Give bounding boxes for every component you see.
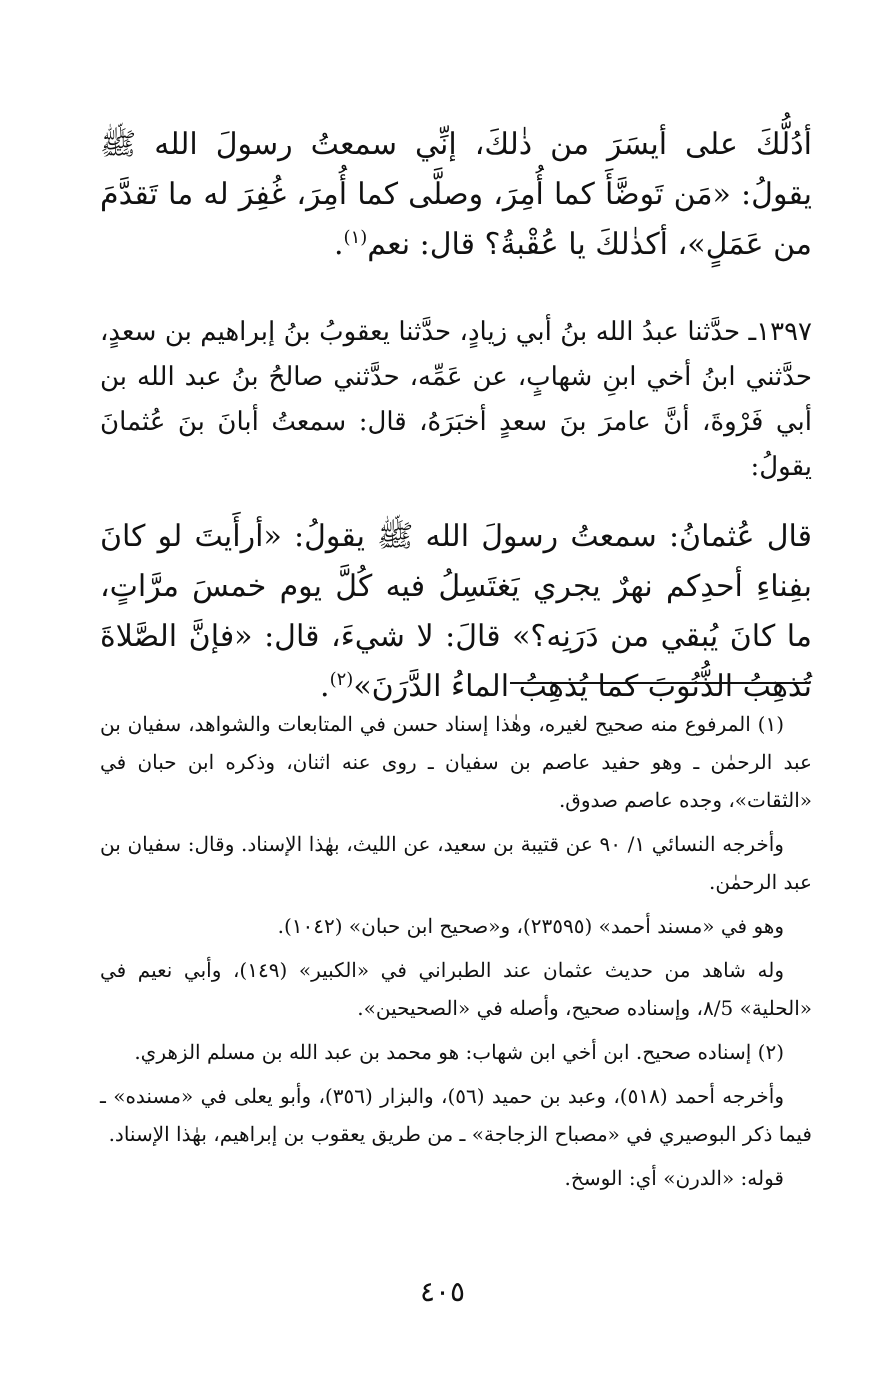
footnote-1-line-4: وله شاهد من حديث عثمان عند الطبراني في «الكبير» (١٤٩)، وأبي نعيم في «الحلية» ٨/5، وإسناده صحيح، وأصله في «الصحيحين». xyxy=(100,958,812,1020)
footnotes xyxy=(100,705,812,1203)
footnote-ref-2[interactable]: (٢) xyxy=(329,669,354,690)
hadith-paragraph-2 xyxy=(100,310,812,490)
footnote-2: (٢) إسناده صحيح. ابن أخي ابن شهاب: هو محمد بن عبد الله بن مسلم الزهري. xyxy=(134,1040,784,1064)
footnote-2-line-2: وأخرجه أحمد (٥١٨)، وعبد بن حميد (٥٦)، والبزار (٣٥٦)، وأبو يعلى في «مسنده» ـ فيما ذكر البوصيري في «مصباح الزجاجة» ـ من طريق يعقوب بن إبراهيم، بهٰذا الإسناد. xyxy=(100,1084,812,1146)
matn-text: قال عُثمانُ: سمعتُ رسولَ الله ﷺ يقولُ: «أرأَيتَ لو كانَ بفِناءِ أحدِكم نهرٌ يجري يَغتَسِلُ فيه كُلَّ يوم خمسَ مرَّاتٍ، ما كانَ يُبقي من دَرَنِه؟» قالَ: لا شيءَ، قال: «فإنَّ الصَّلاةَ تُذهِبُ الذُّنُوبَ كما يُذهِبُ الماءُ الدَّرَنَ» xyxy=(100,519,812,704)
footnote-separator xyxy=(510,682,810,684)
paragraph-text: أدُلُّكَ على أيسَرَ من ذٰلكَ، إنِّي سمعتُ رسولَ الله ﷺ يقولُ: «مَن تَوضَّأَ كما أُمِرَ، وصلَّى كما أُمِرَ، غُفِرَ له ما تَقدَّمَ من عَمَلٍ»، أكذٰلكَ يا عُقْبةُ؟ قال: نعم xyxy=(100,127,812,262)
hadith-number: ١٣٩٧ـ xyxy=(748,317,812,347)
isnad-text: حدَّثنا عبدُ الله بنُ أبي زيادٍ، حدَّثنا يعقوبُ بنُ إبراهيم بن سعدٍ، حدَّثني ابنُ أخي ابنِ شهابٍ، عن عَمِّه، حدَّثني صالحُ بنُ عبد الله بن أبي فَرْوةَ، أنَّ عامرَ بنَ سعدٍ أخبَرَهُ، قال: سمعتُ أبانَ بنَ عُثمانَ يقولُ: xyxy=(100,317,812,482)
footnote-ref-1[interactable]: (١) xyxy=(343,227,368,248)
paragraph-end: . xyxy=(334,227,344,262)
footnote-1-line-2: وأخرجه النسائي ١/ ٩٠ عن قتيبة بن سعيد، عن الليث، بهٰذا الإسناد. وقال: سفيان بن عبد الرحمٰن. xyxy=(100,832,812,894)
footnote-2-line-3: قوله: «الدرن» أي: الوسخ. xyxy=(564,1166,784,1190)
footnote-1: (١) المرفوع منه صحيح لغيره، وهٰذا إسناد حسن في المتابعات والشواهد، سفيان بن عبد الرحمٰن ـ وهو حفيد عاصم بن سفيان ـ روى عنه اثنان، وذكره ابن حبان في «الثقات»، وجده عاصم صدوق. xyxy=(100,712,812,812)
footnote-1-line-3: وهو في «مسند أحمد» (٢٣٥٩٥)، و«صحيح ابن حبان» (١٠٤٢). xyxy=(277,914,784,938)
page-number: ٤٠٥ xyxy=(419,1275,466,1308)
main-text xyxy=(100,120,812,712)
hadith-paragraph-1 xyxy=(100,120,812,270)
paragraph-end: . xyxy=(320,669,330,704)
